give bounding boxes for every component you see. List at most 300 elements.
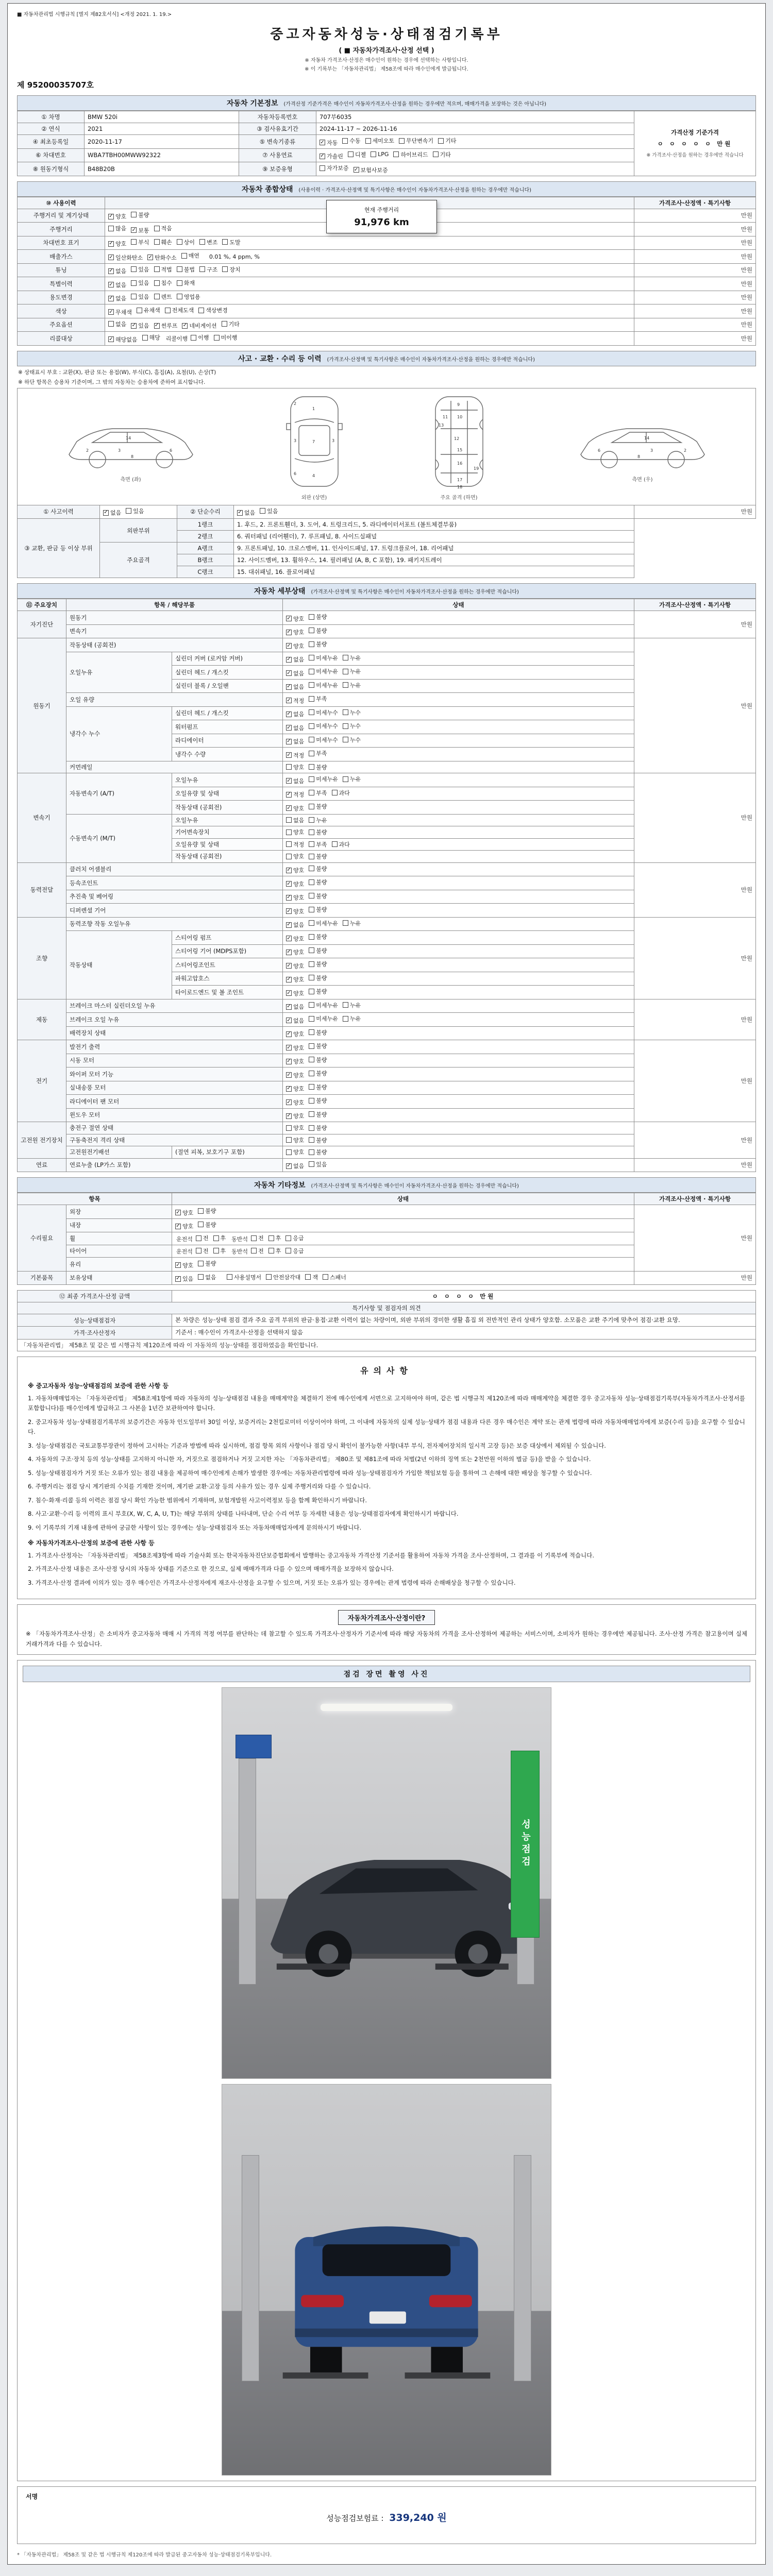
checkbox-group [286,1149,332,1157]
checkbox-option [126,507,144,515]
field-label: ⑥ 차대번호 [18,148,85,162]
checked-box-icon: ✓ [287,711,291,717]
detail-row [18,611,756,625]
cell: 실린더 커버 (로커암 커버) [172,652,283,666]
checkbox-label: 누유 [349,1002,361,1009]
cell: 12. 사이드멤버, 13. 휠하우스, 14. 필러패널 (A, B, C 포함), 19. 패키지트레이 [234,554,634,566]
svg-text:1: 1 [312,406,315,411]
accident-table [17,505,756,579]
remarks-title: 특기사항 및 점검자의 의견 [18,1302,756,1314]
checked-box-icon: ✓ [182,323,188,328]
state-code-legend: ※ 상태표시 부호 : 교환(X), 판금 또는 용접(W), 부식(C), 흠집(A), 요철(U), 손상(T) [18,369,216,376]
checkbox-label: 누유 [349,776,361,783]
unchecked-box-icon [268,1248,274,1253]
checkbox-label: 부족 [316,841,327,848]
section-accident-history [17,351,756,579]
checked-box-icon: ✓ [287,908,291,914]
checkbox-label: 썬루프 [161,323,178,329]
checkbox-label: 누유 [349,654,361,662]
remarks-table [17,1302,756,1351]
unchecked-box-icon [309,696,314,702]
checkbox-option [131,211,149,219]
notice-item: 5. 성능·상태점검자가 거짓 또는 오류가 있는 점검 내용을 제공하여 매수인에게 손해가 발생한 경우에는 자동차관리법령에 따라 성능·상태점검자가 가입한 책임보험 등을 통하여 그 손해에 대한 배상을 청구할 수 있습니다. [28,1469,592,1477]
checkbox-label: 세미오토 [372,138,395,144]
cell [283,1158,634,1172]
checkbox-option [343,1014,361,1023]
cell [283,999,634,1013]
checkbox-label: 기타 [440,151,451,158]
checkbox-group [154,280,200,287]
checkbox-option [309,1096,327,1105]
unchecked-box-icon [285,1248,291,1253]
unchecked-box-icon [323,1274,328,1280]
cell [283,1134,634,1146]
checkbox-group [175,1208,221,1215]
unchecked-box-icon [309,1084,314,1090]
svg-text:3: 3 [293,438,296,443]
checkbox-label: 없음 [115,295,127,302]
checkbox-option [199,265,217,274]
diagram-caption: 측면 (우) [632,477,653,483]
checkbox-option [309,892,327,900]
unchecked-box-icon [196,1248,201,1253]
checkbox-label: 미세누유 [316,1015,338,1022]
checkbox-option [286,1044,304,1052]
cell: 라디에이터 [172,734,283,748]
checkbox-label: 불량 [316,1070,327,1077]
lift-post-left [239,1758,256,1985]
checkbox-label: 미세누유 [316,654,338,662]
notice-items-2 [28,1551,745,1588]
checked-box-icon: ✓ [287,697,291,703]
unchecked-box-icon [309,947,314,953]
checked-box-icon: ✓ [109,309,113,315]
checkbox-option [198,1221,216,1229]
checkbox-group [286,854,332,861]
checkbox-label: 양호 [293,1031,305,1038]
unchecked-box-icon [309,1137,314,1143]
cell: 1랭크 [177,519,234,531]
checkbox-label: 양호 [182,1262,194,1269]
cell [283,958,634,972]
checkbox-label: 영업용 [183,293,200,300]
cell [283,706,634,720]
cell: 오일누유 [172,814,283,826]
checkbox-label: 무채색 [115,309,132,316]
cell: 차대번호 표기 [18,236,105,250]
checkbox-label: 수동 [349,138,361,144]
checkbox-group [175,1261,221,1268]
checkbox-option [309,789,327,797]
checkbox-label: 없음 [293,670,305,677]
cell: 만원 [634,291,756,304]
checkbox-label: 불량 [316,865,327,872]
unchecked-box-icon [438,138,444,144]
unchecked-box-icon [251,1235,257,1241]
checkbox-option [323,1273,346,1281]
checkbox-option [199,238,217,246]
cell: 등속조인트 [66,876,283,890]
cell [283,838,634,851]
notice-item: 3. 성능·상태점검은 국토교통부장관이 정하여 고시하는 기준과 방법에 따라 실시하며, 점검 항목 외의 사항이나 점검 당시 확인이 불가능한 사항(내부 부식, 전자제어장치의 일시적 고장 등)은 보증 대상에서 제외될 수 있습니다. [28,1442,606,1449]
cell [283,734,634,748]
checkbox-label: 양호 [115,241,127,247]
engine-type-value: B48B20B [85,162,239,176]
checked-box-icon: ✓ [287,894,291,900]
checkbox-label: 있음 [138,280,149,286]
final-amount-label: ⑫ 최종 가격조사·산정 금액 [18,1291,172,1302]
checkbox-option [343,919,361,927]
checkbox-label: 불량 [316,1043,327,1049]
measured-value: 0.01 %, 4 ppm, % [209,253,260,260]
checkbox-option [131,321,149,330]
cell: 튜닝 [18,263,105,277]
notice-item: 6. 주행거리는 점검 당시 계기판의 수치를 기재한 것이며, 계기판 교환·고장 등의 사유가 있는 경우 실제 주행거리와 다를 수 있습니다. [28,1483,371,1490]
checked-box-icon: ✓ [109,336,113,342]
checkbox-label: 양호 [293,1072,305,1079]
checkbox-label: 자가보증 [327,165,349,172]
cell: 수동변속기 (M/T) [66,814,172,862]
checkbox-option [343,1001,361,1009]
checkbox-option [342,137,360,145]
checkbox-label: 누수 [349,723,361,730]
checkbox-option [196,1247,209,1255]
svg-text:16: 16 [457,461,462,466]
checkbox-option [131,293,149,301]
cell: 동력조향 작동 오일누유 [66,917,283,931]
price-base-box [634,111,756,176]
checkbox-label: 불량 [205,1260,216,1267]
title-block [17,24,756,72]
overall-row [18,250,756,264]
cell: 추진축 및 베어링 [66,890,283,904]
checkbox-label: 응급 [293,1247,304,1255]
overall-row [18,277,756,291]
unchecked-box-icon [433,151,439,157]
checked-box-icon: ✓ [287,642,291,649]
cell: 냉각수 수량 [172,748,283,761]
checkbox-label: 없음 [293,777,305,785]
checkbox-group [286,723,365,731]
checkbox-label: 이행 [198,334,209,341]
checkbox-label: 기타 [228,320,240,328]
checkbox-label: 없음 [293,711,305,718]
checkbox-group [286,947,332,955]
rank-row [18,543,756,554]
checkbox-option [309,613,327,621]
green-banner: 성능점검 [511,1751,540,1938]
checkbox-option [286,880,304,888]
checkbox-group [108,280,154,287]
checkbox-group [320,165,393,173]
final-amount-table [17,1290,756,1302]
checkbox-option [286,866,304,874]
checkbox-option [237,509,255,517]
checkbox-group [286,696,332,703]
svg-text:3: 3 [331,438,334,443]
checkbox-label: 있음 [138,266,149,273]
checkbox-label: 불량 [316,934,327,940]
transmission-options [316,135,634,149]
cell [105,236,634,250]
checkbox-option [286,1162,304,1170]
checkbox-label: 불량 [316,974,327,981]
checkbox-label: 네비게이션 [189,323,217,329]
unchecked-box-icon [343,669,348,674]
cell: 만원 [634,318,756,332]
checked-box-icon: ✓ [176,1209,180,1215]
checkbox-option [286,669,304,677]
checkbox-group [175,1274,221,1281]
unchecked-box-icon [222,266,228,272]
checkbox-option [286,642,304,650]
checkbox-label: 적정 [293,791,305,798]
registration-number-value: 707부6035 [316,111,634,123]
svg-text:8: 8 [637,454,640,459]
checkbox-option [165,306,194,314]
insurance-fee-line [26,2510,747,2524]
checkbox-option [343,736,361,744]
unchecked-box-icon [320,165,325,171]
checkbox-label: 탄화수소 [155,254,177,261]
checked-box-icon: ✓ [287,805,291,811]
cell: 만원 [634,917,756,999]
final-amount-row [18,1291,756,1302]
checked-box-icon: ✓ [287,752,291,758]
checkbox-label: 양호 [293,935,305,942]
col-header: ⑪ 주요장치 [18,599,66,611]
checkbox-option [343,667,361,675]
checkbox-group [286,751,332,758]
unchecked-box-icon [286,1137,292,1143]
checkbox-label: 잭 [312,1274,318,1281]
checkbox-label: 해당 [149,334,160,341]
cell [283,679,634,693]
unchecked-box-icon [309,1111,314,1117]
cell [105,250,634,264]
section-title: 자동차 종합상태 [241,185,293,194]
checkbox-option [286,1003,304,1011]
checkbox-label: 미세누유 [316,668,338,675]
unchecked-box-icon [286,854,292,859]
cell [283,666,634,680]
cell: 작동상태 [66,931,172,999]
checkbox-option [154,224,172,232]
unchecked-box-icon [108,321,114,327]
cell [283,826,634,839]
checkbox-group [108,253,204,260]
odometer-label: 현재 주행거리 [364,206,399,213]
checkbox-option [286,1112,304,1120]
sub-label: 운전석 [176,1248,193,1255]
car-side-left-icon [61,411,200,472]
checkbox-label: 양호 [293,1099,305,1106]
checkbox-label: 스패너 [329,1274,346,1281]
cell: 와이퍼 모터 기능 [66,1067,283,1081]
unchecked-box-icon [286,1125,292,1131]
checkbox-option [309,763,327,771]
checkbox-label: 불량 [316,803,327,810]
checkbox-option [286,1016,304,1025]
checkbox-label: 불량 [316,1149,327,1156]
col-header: 상태 [283,599,634,611]
cell: 작동상태 (공회전) [172,851,283,863]
checkbox-option [286,751,304,759]
checkbox-option [154,321,178,330]
unchecked-box-icon [309,764,314,770]
fee-label: 성능점검보험료 : [326,2514,384,2523]
checkbox-label: 불량 [316,614,327,620]
unchecked-box-icon [131,212,137,217]
svg-text:18: 18 [457,484,462,489]
cell [283,693,634,707]
checkbox-option [198,306,228,314]
checkbox-option [286,1084,304,1093]
etc-row [18,1271,756,1285]
cell [283,862,634,876]
checked-box-icon: ✓ [287,1099,291,1105]
checkbox-option [177,265,195,274]
checked-box-icon: ✓ [287,629,291,635]
checkbox-option [177,293,200,301]
cell [105,263,634,277]
svg-text:19: 19 [473,466,479,471]
checkbox-group [103,508,149,515]
checkbox-label: 양호 [293,642,305,650]
checkbox-group [286,961,332,969]
field-label: ② 연식 [18,123,85,135]
checkbox-option [214,333,238,342]
cell [283,638,634,652]
section-title: 사고 · 교환 · 수리 등 이력 [238,354,322,363]
checkbox-group [165,308,232,315]
unchecked-box-icon [268,1235,274,1241]
cell [105,332,634,346]
checkbox-label: 유채색 [143,307,160,314]
unchecked-box-icon [365,138,371,144]
cell [283,1095,634,1109]
unchecked-box-icon [196,1235,201,1241]
unchecked-box-icon [309,1057,314,1062]
final-amount-value: ㅇ ㅇ ㅇ ㅇ 만원 [172,1291,756,1302]
checked-box-icon: ✓ [287,990,291,996]
cell: 오일유량 및 상태 [172,787,283,801]
cell: 유리 [66,1258,172,1272]
section-bar [17,95,756,111]
checkbox-label: 적정 [293,841,305,848]
appraiser-label: 가격·조사산정자 [18,1327,172,1339]
checked-box-icon: ✓ [287,1163,291,1168]
definition-body: ※ 「자동차가격조사·산정」은 소비자가 중고자동차 매매 시 가격의 적정 여부를 판단하는 데 참고할 수 있도록 가격조사·산정자가 기준서에 따라 해당 자동차의 가격을 조사·산정하여 제공하는 서비스이며, 소비자가 원하는 경우에만 제공됩니다. 조사·산정 가격은 참고용이며 실제 거래가격과 다를 수 있습니다. [26,1630,747,1648]
svg-text:7: 7 [312,439,315,444]
checkbox-option [332,840,350,849]
checked-box-icon: ✓ [109,281,113,287]
accident-history-options [100,505,177,519]
cell: 디퍼렌셜 기어 [66,904,283,918]
checkbox-option [251,1234,264,1242]
checkbox-option [309,1110,327,1118]
cell: 만원 [634,1122,756,1159]
checkbox-label: 불량 [316,906,327,913]
checkbox-option [309,640,327,648]
cell [283,876,634,890]
checkbox-label: 양호 [293,962,305,970]
section-note: (가격조사·산정액 및 특기사항은 매수인이 자동차가격조사·산정을 원하는 경우에만 적습니다) [311,589,519,595]
checkbox-option [309,933,327,941]
checked-box-icon: ✓ [287,1113,291,1118]
checkbox-option [154,293,172,301]
checkbox-label: 불량 [316,961,327,968]
checkbox-label: 불량 [205,1221,216,1228]
checkbox-label: 렌트 [161,293,172,300]
cell: 고전원 전기장치 [18,1122,66,1159]
unchecked-box-icon [309,655,314,660]
checkbox-option [343,708,361,717]
detail-row [18,917,756,931]
unchecked-box-icon [266,1274,272,1280]
checkbox-option [309,1136,327,1144]
checkbox-option [222,265,240,274]
checkbox-option [309,816,327,824]
cell: 연료 [18,1158,66,1172]
section-detail-condition [17,583,756,1172]
field-label: ⑤ 변속기종류 [239,135,316,149]
checked-box-icon: ✓ [287,962,291,969]
checked-box-icon: ✓ [287,791,291,797]
checked-box-icon: ✓ [287,670,291,676]
cell: 워터펌프 [172,720,283,734]
checkbox-label: 누유 [349,920,361,927]
checked-box-icon: ✓ [287,1017,291,1023]
cell: 수리필요 [18,1205,66,1272]
cell: 주요옵션 [18,318,105,332]
checkbox-label: 없음 [293,738,305,745]
unchecked-box-icon [309,751,314,756]
checkbox-group [286,1125,332,1132]
checkbox-label: 없음 [293,1017,305,1024]
checkbox-label: 전 [203,1247,209,1255]
checkbox-group [286,866,332,873]
checked-box-icon: ✓ [354,166,359,173]
checkbox-group [286,709,365,717]
checkbox-option [103,509,121,517]
checkbox-label: 없음 [293,684,305,690]
checkbox-group [286,975,332,982]
basic-info-table [17,111,756,176]
svg-text:17: 17 [457,477,462,482]
warranty-options [316,162,634,176]
checkbox-option [309,960,327,968]
cell: 오일누유 [172,773,283,787]
cell: 만원 [634,1158,756,1172]
cell: 고전원전기배선 [66,1146,172,1159]
odometer-popup [326,200,437,233]
diagram-caption: 측면 (좌) [120,477,141,483]
checkbox-group [286,829,332,837]
checkbox-label: 색상변경 [206,307,228,314]
checkbox-label: 후 [275,1235,281,1242]
section-title: 자동차 기타정보 [254,1181,306,1190]
checked-box-icon: ✓ [287,867,291,873]
detail-row [18,862,756,876]
section-note: (가격산정 기준가격은 매수인이 자동차가격조사·산정을 원하는 경우에만 적으며, 매매가격을 보장하는 것은 아닙니다) [283,101,547,107]
checkbox-option [177,279,195,287]
cell: 만원 [634,304,756,318]
checkbox-label: 후 [275,1247,281,1255]
sub-label: 운전석 [176,1235,193,1243]
checkbox-label: 해당없음 [115,336,138,343]
cell: 충전구 절연 상태 [66,1122,283,1134]
